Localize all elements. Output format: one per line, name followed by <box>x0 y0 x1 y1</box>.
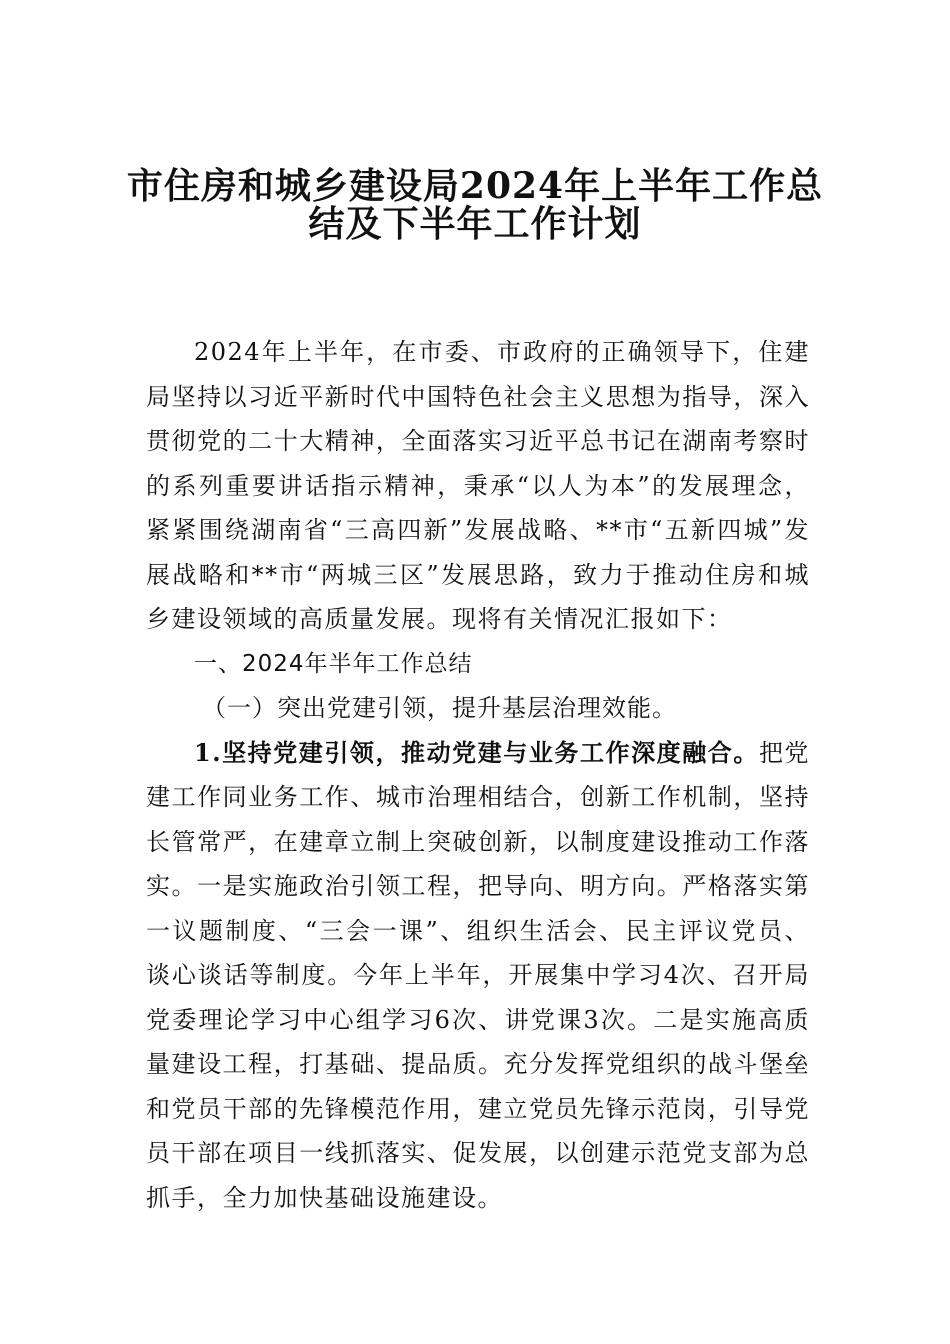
document-body <box>146 330 810 1220</box>
section-heading-1: 一、2024年半年工作总结 <box>194 650 473 677</box>
item-1-text: 把党建工作同业务工作、城市治理相结合，创新工作机制，坚持长管常严，在建章立制上突破创新，以制度建设推动工作落实。一是实施政治引领工程，把导向、明方向。严格落实第一议题制度、“三会一课”、组织生活会、民主评议党员、谈心谈话等制度。今年上半年，开展集中学习4次、召开局党委理论学习中心组学习6次、讲党课3次。二是实施高质量建设工程，打基础、提品质。充分发挥党组织的战斗堡垒和党员干部的先锋模范作用，建立党员先锋示范岗，引导党员干部在项目一线抓落实、促发展，以创建示范党支部为总抓手，全力加快基础设施建设。 <box>146 738 810 1212</box>
intro-paragraph: 2024年上半年，在市委、市政府的正确领导下，住建局坚持以习近平新时代中国特色社会主义思想为指导，深入贯彻党的二十大精神，全面落实习近平总书记在湖南考察时的系列重要讲话指示精神，秉承“以人为本”的发展理念，紧紧围绕湖南省“三高四新”发展战略、**市“五新四城”发展战略和**市“两城三区”发展思路，致力于推动住房和城乡建设领域的高质量发展。现将有关情况汇报如下： <box>146 338 810 633</box>
subsection-heading-1: （一）突出党建引领，提升基层治理效能。 <box>202 694 677 722</box>
item-1-paragraph <box>146 731 810 1221</box>
item-1-bold-lead: 1.坚持党建引领，推动党建与业务工作深度融合。 <box>194 737 759 767</box>
document-title-line-2: 结及下半年工作计划 <box>308 203 642 245</box>
document-title-line-1: 市住房和城乡建设局2024年上半年工作总 <box>126 165 824 207</box>
